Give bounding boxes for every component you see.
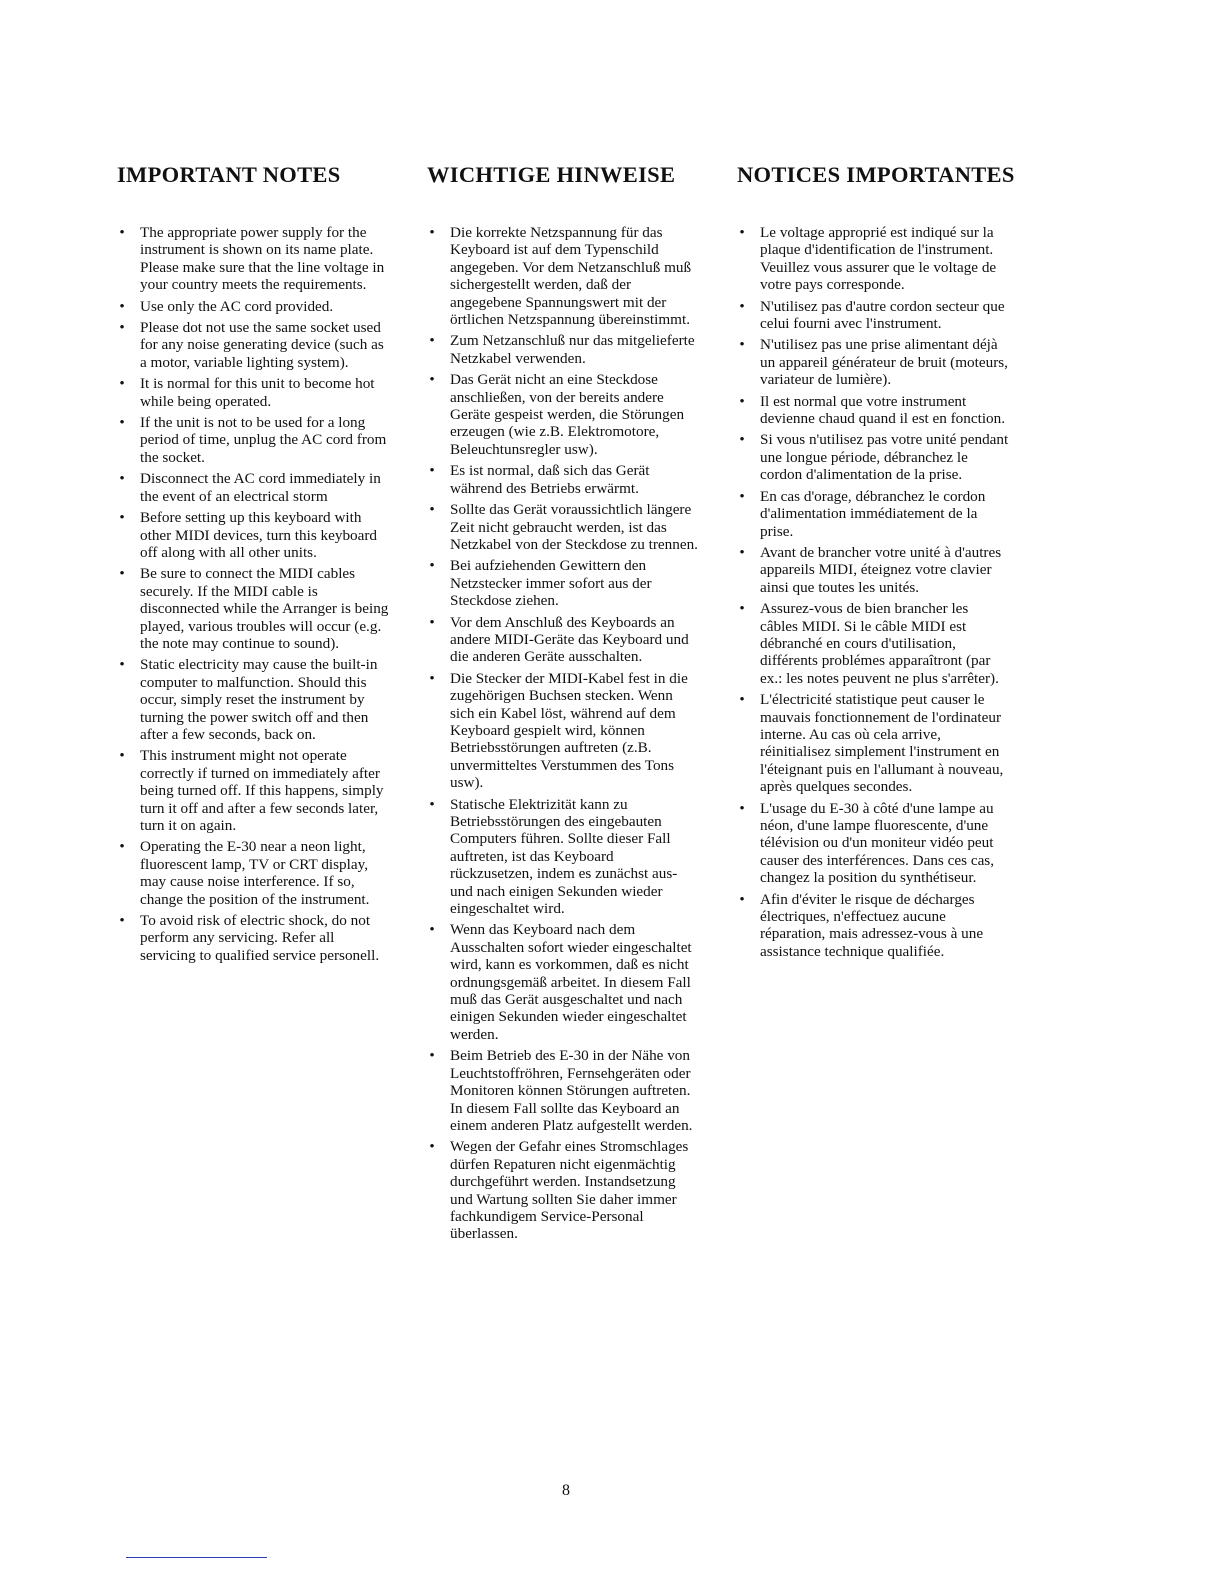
note-item (117, 509, 389, 561)
bullet-icon: • (739, 890, 745, 908)
heading-german: WICHTIGE HINWEISE (427, 162, 676, 187)
note-text: Beim Betrieb des E-30 in der Nähe von Leuchtstoffröhren, Fernsehgeräten oder Monitoren können Störungen auftreten. In diesem Fall sollte das Keyboard an einem anderen Platz aufgestellt werden. (450, 1047, 693, 1134)
bullet-icon: • (429, 1138, 435, 1156)
note-item (737, 544, 1009, 596)
note-item (117, 565, 389, 652)
heading-english: IMPORTANT NOTES (117, 162, 341, 187)
bullet-icon: • (429, 557, 435, 575)
bullet-icon: • (429, 613, 435, 631)
note-item (737, 224, 1009, 294)
note-item (737, 488, 1009, 540)
note-item (737, 691, 1009, 795)
note-text: Avant de brancher votre unité à d'autres appareils MIDI, éteignez votre clavier ainsi que toutes les unités. (760, 543, 1002, 596)
note-text: N'utilisez pas d'autre cordon secteur que celui fourni avec l'instrument. (760, 297, 1005, 333)
bullet-icon: • (119, 470, 125, 488)
bullet-icon: • (119, 414, 125, 432)
footnote-divider (126, 1557, 267, 1558)
bullet-icon: • (429, 462, 435, 480)
bullet-icon: • (119, 747, 125, 765)
note-text: Das Gerät nicht an eine Steckdose anschließen, von der bereits andere Geräte gespeist werden, die Störungen erzeugen (wie z.B. Elektromotore, Beleuchtunsregler usw). (450, 371, 685, 458)
bullet-icon: • (429, 795, 435, 813)
note-item (737, 800, 1009, 887)
note-item (427, 332, 699, 367)
note-item (117, 656, 389, 743)
bullet-icon: • (429, 501, 435, 519)
bullet-icon: • (739, 336, 745, 354)
note-text: Vor dem Anschluß des Keyboards an andere MIDI-Geräte das Keyboard und die anderen Geräte ausschalten. (450, 613, 689, 666)
note-text: Wenn das Keyboard nach dem Ausschalten sofort wieder eingeschaltet wird, kann es vorkommen, daß es nicht ordnungsgemäß arbeitet. In diesem Fall muß das Gerät ausgeschaltet und nach einigen Sekunden wieder eingeschaltet werden. (450, 921, 692, 1043)
heading-french: NOTICES IMPORTANTES (737, 162, 1015, 187)
page-number: 8 (562, 1482, 570, 1499)
note-text: Le voltage approprié est indiqué sur la plaque d'identification de l'instrument. Veuillez vous assurer que le voltage de votre pays corresponde. (760, 224, 997, 294)
note-item (427, 1047, 699, 1134)
note-text: Static electricity may cause the built-in computer to malfunction. Should this occur, simply reset the instrument by turning the power switch off and then after a few seconds, back on. (140, 656, 378, 743)
note-text: L'électricité statistique peut causer le mauvais fonctionnement de l'ordinateur interne. Au cas où cela arrive, réinitialisez simplement l'instrument en l'éteignant puis en l'allumant à nouveau, après quelques secondes. (760, 691, 1004, 796)
note-text: Please dot not use the same socket used for any noise generating device (such as a motor, variable lighting system). (140, 319, 384, 371)
note-item (737, 431, 1009, 483)
bullet-icon: • (739, 543, 745, 561)
note-item (427, 1138, 699, 1242)
note-item (737, 600, 1009, 687)
note-text: If the unit is not to be used for a long period of time, unplug the AC cord from the socket. (140, 414, 387, 466)
note-item (427, 557, 699, 609)
bullet-icon: • (119, 224, 125, 241)
note-text: L'usage du E-30 à côté d'une lampe au néon, d'une lampe fluorescente, d'une télévision ou d'un moniteur vidéo peut causer des interférences. Dans ces cas, changez la position du synthétiseur. (760, 799, 995, 887)
note-item (737, 336, 1009, 388)
note-item (117, 747, 389, 834)
note-item (427, 462, 699, 497)
note-text: Die korrekte Netzspannung für das Keyboard ist auf dem Typenschild angegeben. Vor dem Netzanschluß muß sichergestellt werden, daß der angegebene Spannungswert mit der örtlichen Netzspannung übereinstimmt. (450, 224, 692, 329)
note-text: This instrument might not operate correctly if turned on immediately after being turned off. If this happens, simply turn it off and after a few seconds later, turn it on again. (140, 747, 384, 834)
note-text: N'utilisez pas une prise alimentant déjà un appareil générateur de bruit (moteurs, variateur de lumière). (760, 336, 1008, 389)
note-text: Use only the AC cord provided. (140, 297, 334, 315)
notes-list-german (427, 224, 699, 1243)
note-text: Operating the E-30 near a neon light, fluorescent lamp, TV or CRT display, may cause noise interference. If so, change the position of the instrument. (140, 838, 370, 908)
note-text: Afin d'éviter le risque de décharges électriques, n'effectuez aucune réparation, mais adressez-vous à une assistance technique qualifiée. (760, 890, 984, 960)
bullet-icon: • (119, 565, 125, 583)
column-german (427, 160, 699, 1247)
note-text: Statische Elektrizität kann zu Betriebsstörungen des eingebauten Computers führen. Sollte dieser Fall auftreten, ist das Keyboard rückzusetzen, indem es zunächst aus- und nach einigen Sekunden wieder eingeschaltet wird. (450, 795, 678, 918)
note-item (117, 414, 389, 466)
note-text: Die Stecker der MIDI-Kabel fest in die zugehörigen Buchsen stecken. Wenn sich ein Kabel löst, während auf dem Keyboard gespielt wird, können Betriebsstörungen auftreten (z.B. unvermitteltes Verstummen des Tons usw). (450, 669, 688, 792)
note-item (117, 298, 389, 315)
bullet-icon: • (429, 669, 435, 687)
note-item (427, 670, 699, 792)
notes-list-english (117, 224, 389, 964)
notes-list-french (737, 224, 1009, 960)
note-item (117, 224, 389, 294)
note-item (737, 891, 1009, 961)
bullet-icon: • (429, 1047, 435, 1065)
note-text: Zum Netzanschluß nur das mitgelieferte Netzkabel verwenden. (450, 332, 695, 367)
note-item (737, 298, 1009, 333)
bullet-icon: • (119, 509, 125, 527)
bullet-icon: • (739, 392, 745, 410)
column-french (737, 160, 1015, 964)
note-item (737, 393, 1009, 428)
bullet-icon: • (739, 431, 745, 449)
note-item (427, 796, 699, 918)
note-item (427, 921, 699, 1043)
note-item (427, 501, 699, 553)
bullet-icon: • (429, 224, 435, 241)
bullet-icon: • (119, 838, 125, 856)
note-text: Il est normal que votre instrument devienne chaud quand il est en fonction. (760, 392, 1006, 428)
note-text: Wegen der Gefahr eines Stromschlages dürfen Repaturen nicht eigenmächtig durchgeführt werden. Instandsetzung und Wartung sollten Sie daher immer fachkundigem Service-Personal überlassen. (450, 1138, 689, 1243)
column-english (117, 160, 389, 968)
note-item (117, 319, 389, 371)
note-item (427, 371, 699, 458)
bullet-icon: • (739, 799, 745, 817)
note-text: Bei aufziehenden Gewittern den Netzstecker immer sofort aus der Steckdose ziehen. (450, 557, 652, 610)
note-text: Si vous n'utilisez pas votre unité pendant une longue période, débranchez le cordon d'alimentation de la prise. (760, 431, 1009, 484)
bullet-icon: • (119, 319, 125, 337)
bullet-icon: • (119, 297, 125, 315)
note-item (117, 470, 389, 505)
note-text: Sollte das Gerät voraussichtlich längere Zeit nicht gebraucht werden, ist das Netzkabel von der Steckdose zu trennen. (450, 501, 698, 553)
bullet-icon: • (429, 921, 435, 939)
bullet-icon: • (119, 656, 125, 674)
bullet-icon: • (429, 371, 435, 389)
note-item (117, 838, 389, 908)
note-text: Be sure to connect the MIDI cables securely. If the MIDI cable is disconnected while the Arranger is being played, various troubles will occur (e.g. the note may continue to sound). (140, 565, 389, 652)
note-text: Before setting up this keyboard with other MIDI devices, turn this keyboard off along with all other units. (140, 509, 378, 561)
note-text: En cas d'orage, débranchez le cordon d'alimentation immédiatement de la prise. (760, 487, 986, 540)
bullet-icon: • (739, 224, 745, 241)
note-text: Disconnect the AC cord immediately in the event of an electrical storm (140, 470, 381, 505)
note-item (427, 224, 699, 328)
note-text: Assurez-vous de bien brancher les câbles MIDI. Si le câble MIDI est débranché en cours d'utilisation, différents problémes apparaîtront (par ex.: les notes peuvent ne plus s'arrêter). (760, 600, 999, 687)
note-text: To avoid risk of electric shock, do not perform any servicing. Refer all servicing to qualified service personell. (140, 912, 380, 964)
bullet-icon: • (119, 912, 125, 930)
note-text: The appropriate power supply for the instrument is shown on its name plate. Please make sure that the line voltage in your country meets the requirements. (140, 224, 385, 294)
bullet-icon: • (119, 375, 125, 393)
bullet-icon: • (739, 600, 745, 618)
note-item (117, 912, 389, 964)
note-text: It is normal for this unit to become hot while being operated. (140, 375, 375, 410)
bullet-icon: • (739, 487, 745, 505)
bullet-icon: • (739, 297, 745, 315)
bullet-icon: • (739, 691, 745, 709)
note-item (117, 375, 389, 410)
note-text: Es ist normal, daß sich das Gerät während des Betriebs erwärmt. (450, 462, 650, 497)
bullet-icon: • (429, 332, 435, 350)
note-item (427, 614, 699, 666)
